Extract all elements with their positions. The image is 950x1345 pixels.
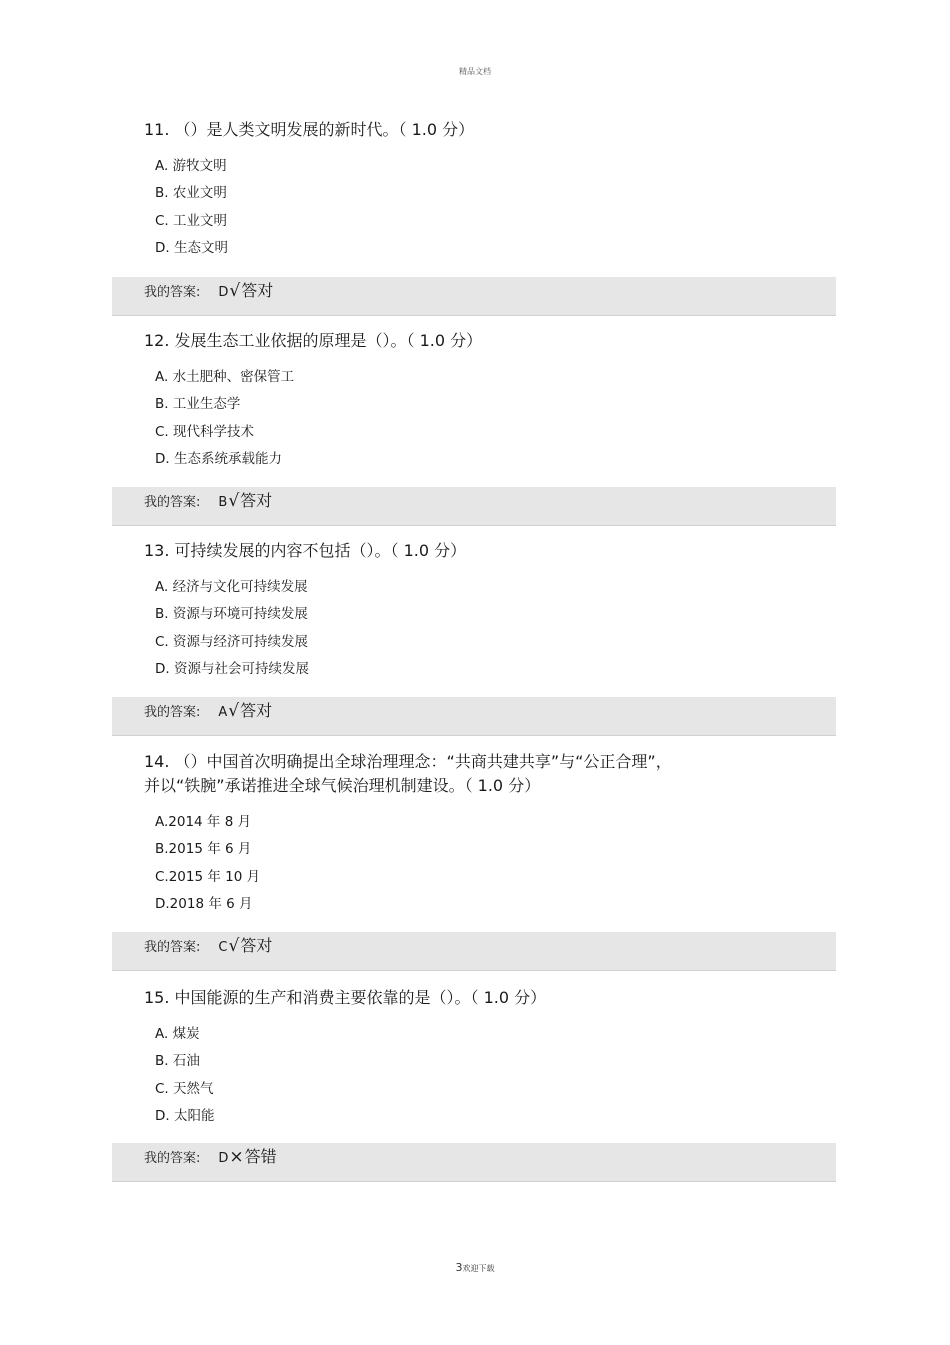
- answer-text: [144, 698, 272, 726]
- option-b: B. 石油: [155, 1053, 200, 1070]
- question-title-line-1: 14. （）中国首次明确提出全球治理理念：“共商共建共享”与“公正合理”，: [144, 752, 672, 771]
- option-list: [144, 153, 804, 262]
- answer-bar-12: [112, 487, 836, 526]
- check-icon: √: [228, 701, 240, 721]
- option-c: C. 资源与经济可持续发展: [155, 633, 309, 650]
- check-icon: √: [228, 936, 240, 956]
- option-d: D. 生态文明: [155, 239, 228, 256]
- question-title: 12. 发展生态工业依据的原理是（）。（ 1.0 分）: [144, 331, 483, 350]
- option-c: C. 现代科学技术: [155, 423, 255, 440]
- footer-text: 欢迎下载: [462, 1264, 495, 1273]
- option-c: C.2015 年 10 月: [155, 868, 261, 885]
- question-title: 11. （）是人类文明发展的新时代。（ 1.0 分）: [144, 120, 475, 139]
- answer-bar-14: [112, 932, 836, 971]
- check-icon: √: [229, 281, 241, 301]
- option-c: C. 工业文明: [155, 212, 228, 229]
- option-list: [144, 574, 804, 683]
- answer-verdict: 答对: [240, 936, 273, 955]
- option-b: B. 资源与环境可持续发展: [155, 606, 308, 623]
- answer-text: [144, 933, 272, 961]
- option-b: B. 工业生态学: [155, 396, 241, 413]
- answer-bar-11: [112, 277, 836, 316]
- answer-verdict: 答对: [240, 701, 273, 720]
- answer-verdict: 答对: [240, 491, 273, 510]
- option-a: A. 煤炭: [155, 1026, 200, 1042]
- option-a: A. 水土肥种、密保管工: [155, 369, 295, 385]
- option-d: D. 太阳能: [155, 1107, 215, 1124]
- answer-label: 我的答案:: [144, 495, 201, 510]
- answer-label: 我的答案:: [144, 285, 201, 300]
- question-15: [144, 986, 804, 1130]
- option-a: A.2014 年 8 月: [155, 814, 252, 830]
- option-list: [144, 1021, 804, 1130]
- answer-choice: C: [218, 940, 228, 955]
- option-d: D. 资源与社会可持续发展: [155, 660, 309, 677]
- question-14: [144, 750, 804, 918]
- cross-icon: ×: [229, 1147, 244, 1167]
- answer-text: [144, 1144, 277, 1172]
- question-13: [144, 539, 804, 683]
- question-title: 15. 中国能源的生产和消费主要依靠的是（）。（ 1.0 分）: [144, 988, 547, 1007]
- option-c: C. 天然气: [155, 1080, 214, 1097]
- answer-choice: D: [218, 285, 229, 300]
- page-header: 精品文档: [459, 67, 491, 76]
- question-12: [144, 329, 804, 473]
- answer-label: 我的答案:: [144, 940, 201, 955]
- option-list: [144, 364, 804, 473]
- answer-text: [144, 488, 272, 516]
- page-number: 3: [455, 1261, 463, 1274]
- option-d: D.2018 年 6 月: [155, 895, 253, 912]
- answer-choice: B: [218, 495, 228, 510]
- answer-choice: A: [218, 705, 228, 720]
- question-title: 13. 可持续发展的内容不包括（）。（ 1.0 分）: [144, 541, 467, 560]
- page-footer: [0, 1261, 950, 1274]
- answer-text: [144, 278, 273, 306]
- answer-label: 我的答案:: [144, 1151, 201, 1166]
- option-list: [144, 809, 804, 918]
- answer-label: 我的答案:: [144, 705, 201, 720]
- option-a: A. 游牧文明: [155, 158, 227, 174]
- option-a: A. 经济与文化可持续发展: [155, 579, 308, 595]
- question-11: [144, 118, 804, 262]
- check-icon: √: [228, 491, 240, 511]
- option-d: D. 生态系统承载能力: [155, 450, 282, 467]
- answer-bar-13: [112, 697, 836, 736]
- answer-verdict: 答错: [244, 1147, 277, 1166]
- answer-bar-15: [112, 1143, 836, 1182]
- option-b: B.2015 年 6 月: [155, 841, 252, 858]
- answer-verdict: 答对: [241, 281, 274, 300]
- question-title-line-2: 并以“铁腕”承诺推进全球气候治理机制建设。（ 1.0 分）: [144, 776, 541, 795]
- answer-choice: D: [218, 1151, 229, 1166]
- option-b: B. 农业文明: [155, 185, 227, 202]
